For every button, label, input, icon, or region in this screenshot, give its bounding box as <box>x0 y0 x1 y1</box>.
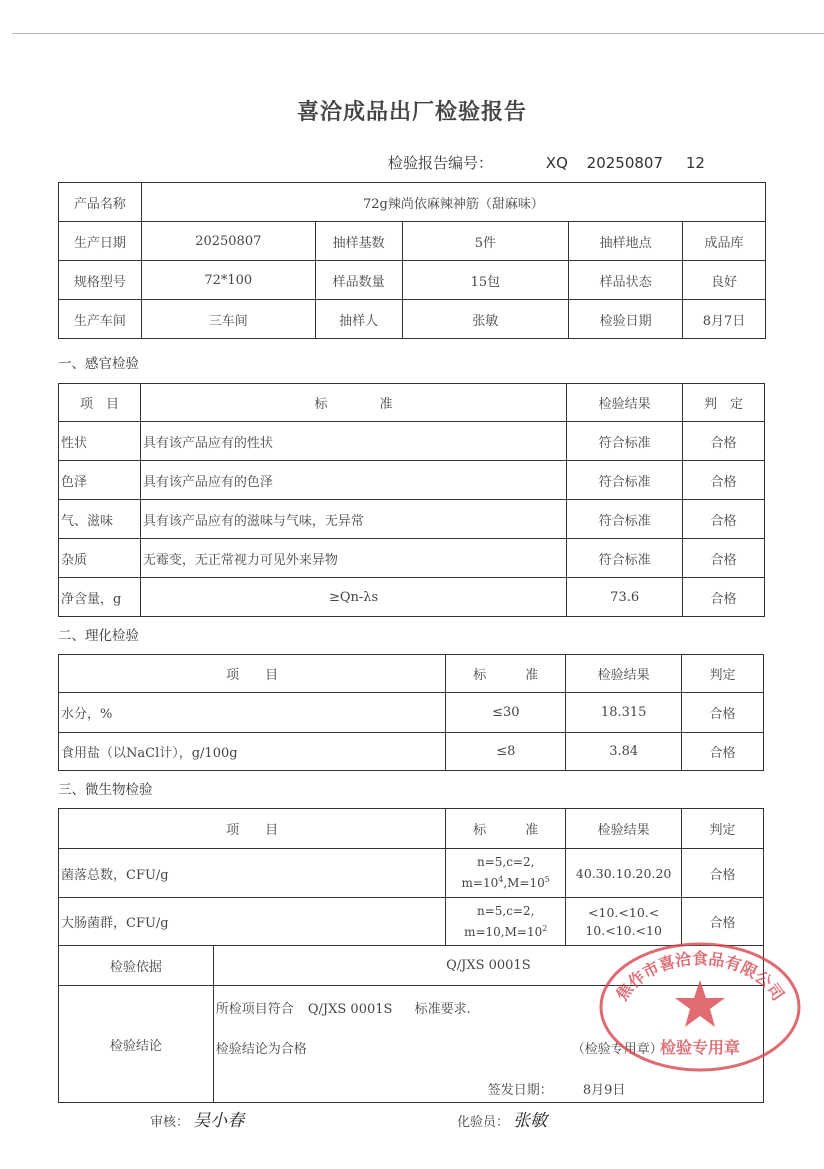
sample-place: 成品库 <box>683 222 766 261</box>
physchem-section-title: 二、理化检验 <box>58 628 139 644</box>
sensory-standard: 具有该产品应有的滋味与气味，无异常 <box>140 500 566 539</box>
micro-table <box>58 808 764 1103</box>
report-date: 20250807 <box>586 154 664 172</box>
seal-purpose-text: 检验专用章 <box>659 1038 741 1057</box>
workshop: 三车间 <box>141 300 315 339</box>
table-row <box>59 898 764 946</box>
report-number <box>388 152 705 173</box>
micro-header-item: 项 目 <box>59 809 446 849</box>
spec-label: 规格型号 <box>59 261 142 300</box>
sensory-header-item: 项 目 <box>59 384 141 422</box>
micro-judge: 合格 <box>682 898 764 946</box>
micro-std-line2b: ,M=10 <box>503 876 545 890</box>
table-row <box>59 733 764 771</box>
product-name-label: 产品名称 <box>59 183 142 222</box>
sensory-item: 气、滋味 <box>59 500 141 539</box>
table-row <box>59 693 764 733</box>
report-prefix: XQ <box>545 154 568 172</box>
sample-place-label: 抽样地点 <box>569 222 683 261</box>
sampler: 张敏 <box>402 300 569 339</box>
conclusion-line1c: 标准要求. <box>414 1002 471 1017</box>
table-row <box>59 461 765 500</box>
sensory-header-judge: 判 定 <box>683 384 765 422</box>
top-rule <box>12 33 824 34</box>
sensory-item: 杂质 <box>59 539 141 578</box>
sensory-section-title: 一、感官检验 <box>58 356 139 372</box>
sensory-header-result: 检验结果 <box>567 384 683 422</box>
conclusion-line1 <box>216 998 471 1017</box>
conclusion-line1b: Q/JXS 0001S <box>307 1002 393 1017</box>
issue-date: 8月9日 <box>582 1083 626 1098</box>
sample-state-label: 样品状态 <box>569 261 683 300</box>
sensory-result: 符合标准 <box>567 539 683 578</box>
table-row <box>59 539 765 578</box>
sensory-standard: ≥Qn-λs <box>140 578 566 617</box>
physchem-standard: ≤30 <box>446 693 566 733</box>
physchem-standard: ≤8 <box>446 733 566 771</box>
micro-section-title: 三、微生物检验 <box>58 782 153 798</box>
workshop-label: 生产车间 <box>59 300 142 339</box>
sensory-judge: 合格 <box>683 422 765 461</box>
micro-header-standard: 标 准 <box>446 809 566 849</box>
table-row <box>59 422 765 461</box>
physchem-header-judge: 判定 <box>682 655 764 693</box>
physchem-result: 3.84 <box>566 733 682 771</box>
physchem-table <box>58 654 764 771</box>
physchem-judge: 合格 <box>682 693 764 733</box>
conclusion-line2: 检验结论为合格 <box>215 1042 307 1057</box>
tester-label: 化验员： <box>457 1115 510 1130</box>
basis-label: 检验依据 <box>59 946 214 986</box>
physchem-header-result: 检验结果 <box>566 655 682 693</box>
basis-value: Q/JXS 0001S <box>213 946 763 986</box>
table-row <box>59 578 765 617</box>
micro-standard <box>446 898 566 946</box>
micro-std-sup2a: 2 <box>542 923 548 933</box>
sensory-result: 符合标准 <box>567 461 683 500</box>
sample-base: 5件 <box>402 222 569 261</box>
micro-item: 菌落总数，CFU/g <box>59 849 446 898</box>
prod-date-label: 生产日期 <box>59 222 142 261</box>
sampler-label: 抽样人 <box>315 300 402 339</box>
reviewer-label: 审核： <box>150 1115 190 1130</box>
micro-std-line2a: m=10 <box>461 876 499 890</box>
reviewer-name: 吴小春 <box>193 1111 245 1131</box>
micro-std-line1: n=5,c=2, <box>476 903 535 918</box>
conclusion-line1a: 所检项目符合 <box>215 1002 294 1017</box>
table-row <box>59 849 764 898</box>
physchem-item: 食用盐（以NaCl计），g/100g <box>59 733 446 771</box>
tester-signature <box>457 1106 547 1131</box>
reviewer-signature <box>150 1106 244 1131</box>
sensory-judge: 合格 <box>683 539 765 578</box>
conclusion-label: 检验结论 <box>59 986 214 1103</box>
prod-date: 20250807 <box>141 222 315 261</box>
product-name: 72g辣尚依麻辣神筋（甜麻味） <box>141 183 765 222</box>
seal-note: （检验专用章） <box>571 1042 663 1057</box>
issue-date-row <box>488 1079 626 1098</box>
micro-result <box>566 898 682 946</box>
sensory-result: 符合标准 <box>567 422 683 461</box>
sample-state: 良好 <box>683 261 766 300</box>
sample-qty-label: 样品数量 <box>315 261 402 300</box>
sensory-standard: 具有该产品应有的性状 <box>140 422 566 461</box>
sensory-judge: 合格 <box>683 500 765 539</box>
micro-judge: 合格 <box>682 849 764 898</box>
sensory-item: 净含量，g <box>59 578 141 617</box>
sensory-result: 符合标准 <box>567 500 683 539</box>
physchem-header-item: 项 目 <box>59 655 446 693</box>
micro-header-judge: 判定 <box>682 809 764 849</box>
report-seq: 12 <box>685 154 705 172</box>
micro-standard <box>446 849 566 898</box>
inspect-date-label: 检验日期 <box>569 300 683 339</box>
info-table <box>58 182 766 339</box>
sensory-standard: 具有该产品应有的色泽 <box>140 461 566 500</box>
micro-std-line2a: m=10,M=10 <box>464 924 543 939</box>
physchem-judge: 合格 <box>682 733 764 771</box>
sensory-table <box>58 383 765 617</box>
physchem-item: 水分，% <box>59 693 446 733</box>
page-title: 喜洽成品出厂检验报告 <box>296 100 527 125</box>
seal-company-text: 焦作市喜洽食品有限公司 <box>612 949 788 1005</box>
physchem-result: 18.315 <box>566 693 682 733</box>
sensory-item: 色泽 <box>59 461 141 500</box>
inspect-date: 8月7日 <box>683 300 766 339</box>
sensory-judge: 合格 <box>683 578 765 617</box>
micro-std-line1: n=5,c=2, <box>476 855 535 869</box>
table-row <box>59 500 765 539</box>
sensory-item: 性状 <box>59 422 141 461</box>
micro-std-sup2a: 4 <box>498 875 504 884</box>
micro-result-line1: <10.<10.< <box>588 904 660 920</box>
micro-result <box>566 849 682 898</box>
spec: 72*100 <box>141 261 315 300</box>
micro-item: 大肠菌群，CFU/g <box>59 898 446 946</box>
sensory-result: 73.6 <box>567 578 683 617</box>
physchem-header-standard: 标 准 <box>446 655 566 693</box>
sensory-judge: 合格 <box>683 461 765 500</box>
micro-result-line1: 40.30.10.20.20 <box>575 865 672 881</box>
tester-name: 张敏 <box>513 1111 548 1131</box>
sample-base-label: 抽样基数 <box>315 222 402 261</box>
sensory-header-standard: 标 准 <box>140 384 566 422</box>
conclusion-cell <box>213 986 763 1103</box>
report-number-label: 检验报告编号： <box>388 154 494 172</box>
micro-header-result: 检验结果 <box>566 809 682 849</box>
issue-date-label: 签发日期： <box>487 1083 553 1098</box>
sample-qty: 15包 <box>402 261 569 300</box>
sensory-standard: 无霉变，无正常视力可见外来异物 <box>140 539 566 578</box>
micro-result-line2: 10.<10.<10 <box>585 922 662 938</box>
micro-std-sup2b: 5 <box>544 875 550 884</box>
